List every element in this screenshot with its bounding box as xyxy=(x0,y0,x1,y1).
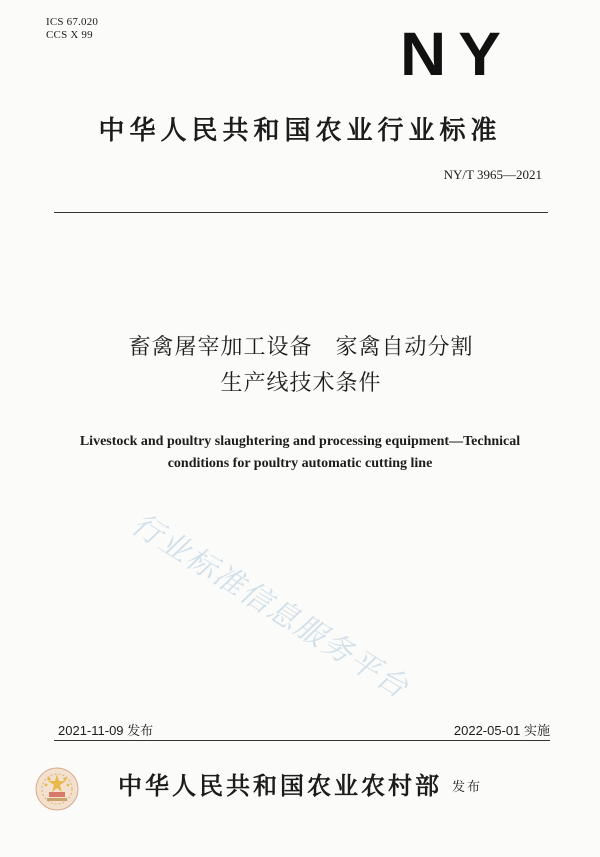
national-emblem-icon xyxy=(34,766,80,812)
ccs-code: CCS X 99 xyxy=(46,29,93,41)
bottom-divider xyxy=(54,740,550,741)
standard-category-heading: 中华人民共和国农业行业标准 xyxy=(98,116,502,146)
publish-date: 2021-11-09 发布 xyxy=(58,723,154,738)
top-divider xyxy=(54,212,548,213)
standard-number: NY/T 3965—2021 xyxy=(443,167,542,182)
english-title xyxy=(0,431,600,475)
ics-code: ICS 67.020 xyxy=(46,16,99,28)
chinese-title-line-1: 畜禽屠宰加工设备 家禽自动分割 xyxy=(128,335,474,360)
english-title-line-1: Livestock and poultry slaughtering and processing equipment—Technical xyxy=(79,434,521,449)
watermark: 行业标准信息服务平台 xyxy=(125,506,416,707)
chinese-title-line-2: 生产线技术条件 xyxy=(220,371,382,396)
ny-logo: NY xyxy=(400,19,513,89)
english-title-line-2: conditions for poultry automatic cutting line xyxy=(167,456,433,471)
classification-codes xyxy=(46,16,98,42)
issue-label: 发布 xyxy=(452,780,483,795)
issuing-authority: 中华人民共和国农业农村部 xyxy=(118,772,442,800)
effective-date: 2022-05-01 实施 xyxy=(453,723,550,738)
chinese-title xyxy=(0,330,600,402)
